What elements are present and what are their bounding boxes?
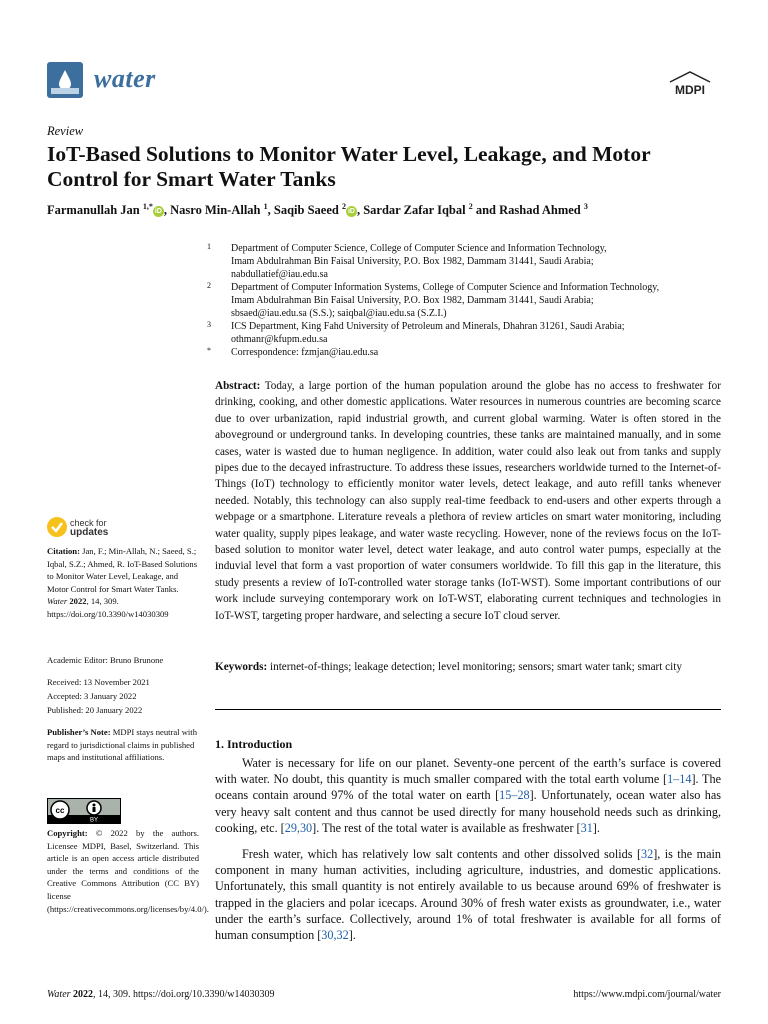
paragraph-text: ]. Unfortunately, ocean water also has very heavy salt content and thus cannot be used directly for many household needs such as drinking, cooking, etc. [ [215,788,721,835]
abstract-text: Today, a large portion of the human population around the globe has no access to freshwater for drinking, cooking, and other domestic applications. Water resources in numerous countries are becoming scarce due to over urbanization, rapid industrial growth, and current global warming. Water is often stored in the aboveground or underground tanks. In developing countries, these tanks are maintained manually, and in some cases, water is wasted due to human negligence. In addition, water could also leak out from tanks and supply pipes due to the decayed infrastructure. To address these issues, researchers worldwide turned to the Internet-of-Things (IoT) technology to efficiently monitor water levels, detect leakage, and auto refill tanks whenever needed. Notably, this technology can also supply real-time feedback to end-users and other experts through a webpage or a smartphone. Literature reveals a plethora of review articles on smart water monitoring, including water quality, supply pipes leakage, and water waste recycling. However, none of the reviews focus on the IoT-based solution to monitor water level, detect water leakage, and auto control water pumps, especially at the induvial level that form a vast proportion of water consumers worldwide. To fill this gap in the literature, this study presents a review of IoT-controlled water storage tanks (IoT-WST). Some important contributions of our work include surveying contemporary work on IoT-WST, elaborating current techniques and technologies in IoT-WST, targeting proper hardware, and selecting a secure IoT cloud server. [215,380,721,622]
check-for-updates-top: check for [70,518,107,528]
affiliation-item [207,281,733,320]
citation-link[interactable]: 31 [580,820,593,835]
footer-journal-url[interactable]: https://www.mdpi.com/journal/water [573,989,721,1000]
academic-editor: Academic Editor: Bruno Brunone [47,655,164,665]
abstract [215,378,721,624]
keywords-text: internet-of-things; leakage detection; level monitoring; sensors; smart water tank; smart city [270,661,682,673]
author-affiliation-mark: 1 [263,202,268,211]
abstract-label: Abstract: [215,380,261,392]
publisher-note-label: Publisher’s Note: [47,727,111,737]
publisher-name: MDPI [675,83,705,97]
citation-year: 2022 [69,596,87,607]
affiliation-line: Department of Computer Science, College of Computer Science and Information Technology, [231,243,607,254]
paragraph-text: ]. The oceans contain around 97% of the total water on earth [ [215,772,721,803]
mdpi-logo-icon [666,70,714,100]
publisher-note-text: MDPI stays neutral with regard to jurisdictional claims in published maps and institutional affiliations. [47,727,197,763]
citation [47,545,199,621]
copyright-text: © 2022 by the authors. Licensee MDPI, Basel, Switzerland. This article is an open access article distributed under the terms and conditions of the Creative Commons Attribution (CC BY) license (https://creativecommons.org/licenses/by/4.0/). [47,828,209,914]
article-title: IoT-Based Solutions to Monitor Water Level, Leakage, and Motor Control for Smart Water Tanks [47,142,651,191]
affiliation-line: Department of Computer Information Systems, College of Computer Science and Information Technology, [231,282,660,293]
intro-paragraph-2 [215,846,721,943]
citation-link[interactable]: 29,30 [284,820,313,835]
footer-journal: Water [47,989,71,1000]
paragraph-text: Water is necessary for life on our planet. Seventy-one percent of the earth’s surface is covered with water. No doubt, this quantity is much smaller compared with the total earth volume [ [215,756,721,787]
author-name: Rashad Ahmed [499,203,584,218]
author-affiliation-mark: 3 [583,202,588,211]
citation-link[interactable]: 15–28 [499,788,530,803]
affiliation-item [207,242,733,281]
received-date: Received: 13 November 2021 [47,677,150,687]
affiliation-item [207,320,733,346]
citation-link[interactable]: 32 [641,847,654,861]
keywords [215,659,721,675]
author-list: Farmanullah Jan $^{1,*}$iD , Nasro Min-Allah $^1$, Saqib Saeed $^2$iD , Sardar Zafar Iqbal $^2$ and Rashad Ahmed $^3$ [47,202,588,218]
accepted-date: Accepted: 3 January 2022 [47,691,137,701]
author-affiliation-mark: 2 [468,202,473,211]
keywords-label: Keywords: [215,661,268,673]
paragraph-text: ], is the main component in many human activities, including agriculture, industries, and domestic applications. Unfortunately, this small quantity is not entirely available to us because around 69% of freshwater is trapped in the glaciers and polar icecaps. Around 30% of fresh water exists as groundwater, i.e., water under the earth’s surface. Collectively, around 1% of total freshwater is available for all forms of human consumption [ [215,847,721,943]
affiliation-number: 2 [207,281,211,290]
citation-doi[interactable]: , 14, 309. https://doi.org/10.3390/w14030309 [47,596,169,619]
author-name: Nasro Min-Allah [170,203,264,218]
paragraph-text: ]. [348,928,356,943]
orcid-icon[interactable]: iD [347,208,355,216]
author-name: Farmanullah Jan [47,203,143,218]
check-for-updates-icon[interactable] [47,517,67,537]
affiliation-line: sbsaed@iau.edu.sa (S.S.); saiqbal@iau.edu.sa (S.Z.I.) [231,308,447,319]
section-heading: 1. Introduction [215,737,293,751]
author-name: Sardar Zafar Iqbal [363,203,469,218]
citation-link[interactable]: 1–14 [667,772,692,787]
check-for-updates-bottom: updates [70,527,109,538]
footer-citation [47,989,275,1000]
footer-year: 2022 [73,989,94,1000]
affiliation-line: nabdullatief@iau.edu.sa [231,269,328,280]
paragraph-text: ]. The rest of the total water is available as freshwater [ [312,820,581,835]
affiliation-line: othmanr@kfupm.edu.sa [231,334,328,345]
journal-logo-icon [47,62,83,98]
author-affiliation-mark: 2 [341,202,346,211]
journal-name: water [94,64,156,93]
published-date: Published: 20 January 2022 [47,705,143,715]
paragraph-text: ]. [592,820,600,835]
affiliation-number: * [207,346,211,355]
copyright [47,827,209,915]
citation-text: Jan, F.; Min-Allah, N.; Saeed, S.; Iqbal, S.Z.; Ahmed, R. IoT-Based Solutions to Monitor Water Level, Leakage, and Motor Control for Smart Water Tanks. [47,546,198,594]
author-affiliation-mark: 1,* [142,202,153,211]
citation-journal: Water [47,596,68,607]
intro-paragraph-1 [215,755,721,836]
affiliation-line: Imam Abdulrahman Bin Faisal University, P.O. Box 1982, Dammam 31441, Saudi Arabia; [231,256,594,267]
article-type: Review [47,124,84,138]
affiliation-line: Correspondence: fzmjan@iau.edu.sa [231,347,379,358]
footer-doi[interactable]: , 14, 309. https://doi.org/10.3390/w14030309 [93,989,275,1000]
paragraph-text: Fresh water, which has relatively low salt contents and other dissolved solids [ [242,847,641,861]
publisher-note [47,726,199,764]
affiliation-item [207,346,733,359]
affiliation-line: ICS Department, King Fahd University of Petroleum and Minerals, Dhahran 31261, Saudi Arabia; [231,321,625,332]
citation-link[interactable]: 30,32 [321,928,349,943]
svg-text:cc: cc [55,806,65,815]
copyright-label: Copyright: [47,828,88,838]
orcid-icon[interactable]: iD [154,208,162,216]
divider [215,709,721,710]
cc-badge-text: BY [89,817,99,823]
affiliation-line: Imam Abdulrahman Bin Faisal University, P.O. Box 1982, Dammam 31441, Saudi Arabia; [231,295,594,306]
citation-label: Citation: [47,546,80,556]
check-for-updates-link[interactable] [70,519,108,537]
author-name: Saqib Saeed [273,203,342,218]
cc-by-license-icon[interactable] [47,798,121,824]
affiliation-number: 1 [207,242,211,251]
affiliation-number: 3 [207,320,211,329]
